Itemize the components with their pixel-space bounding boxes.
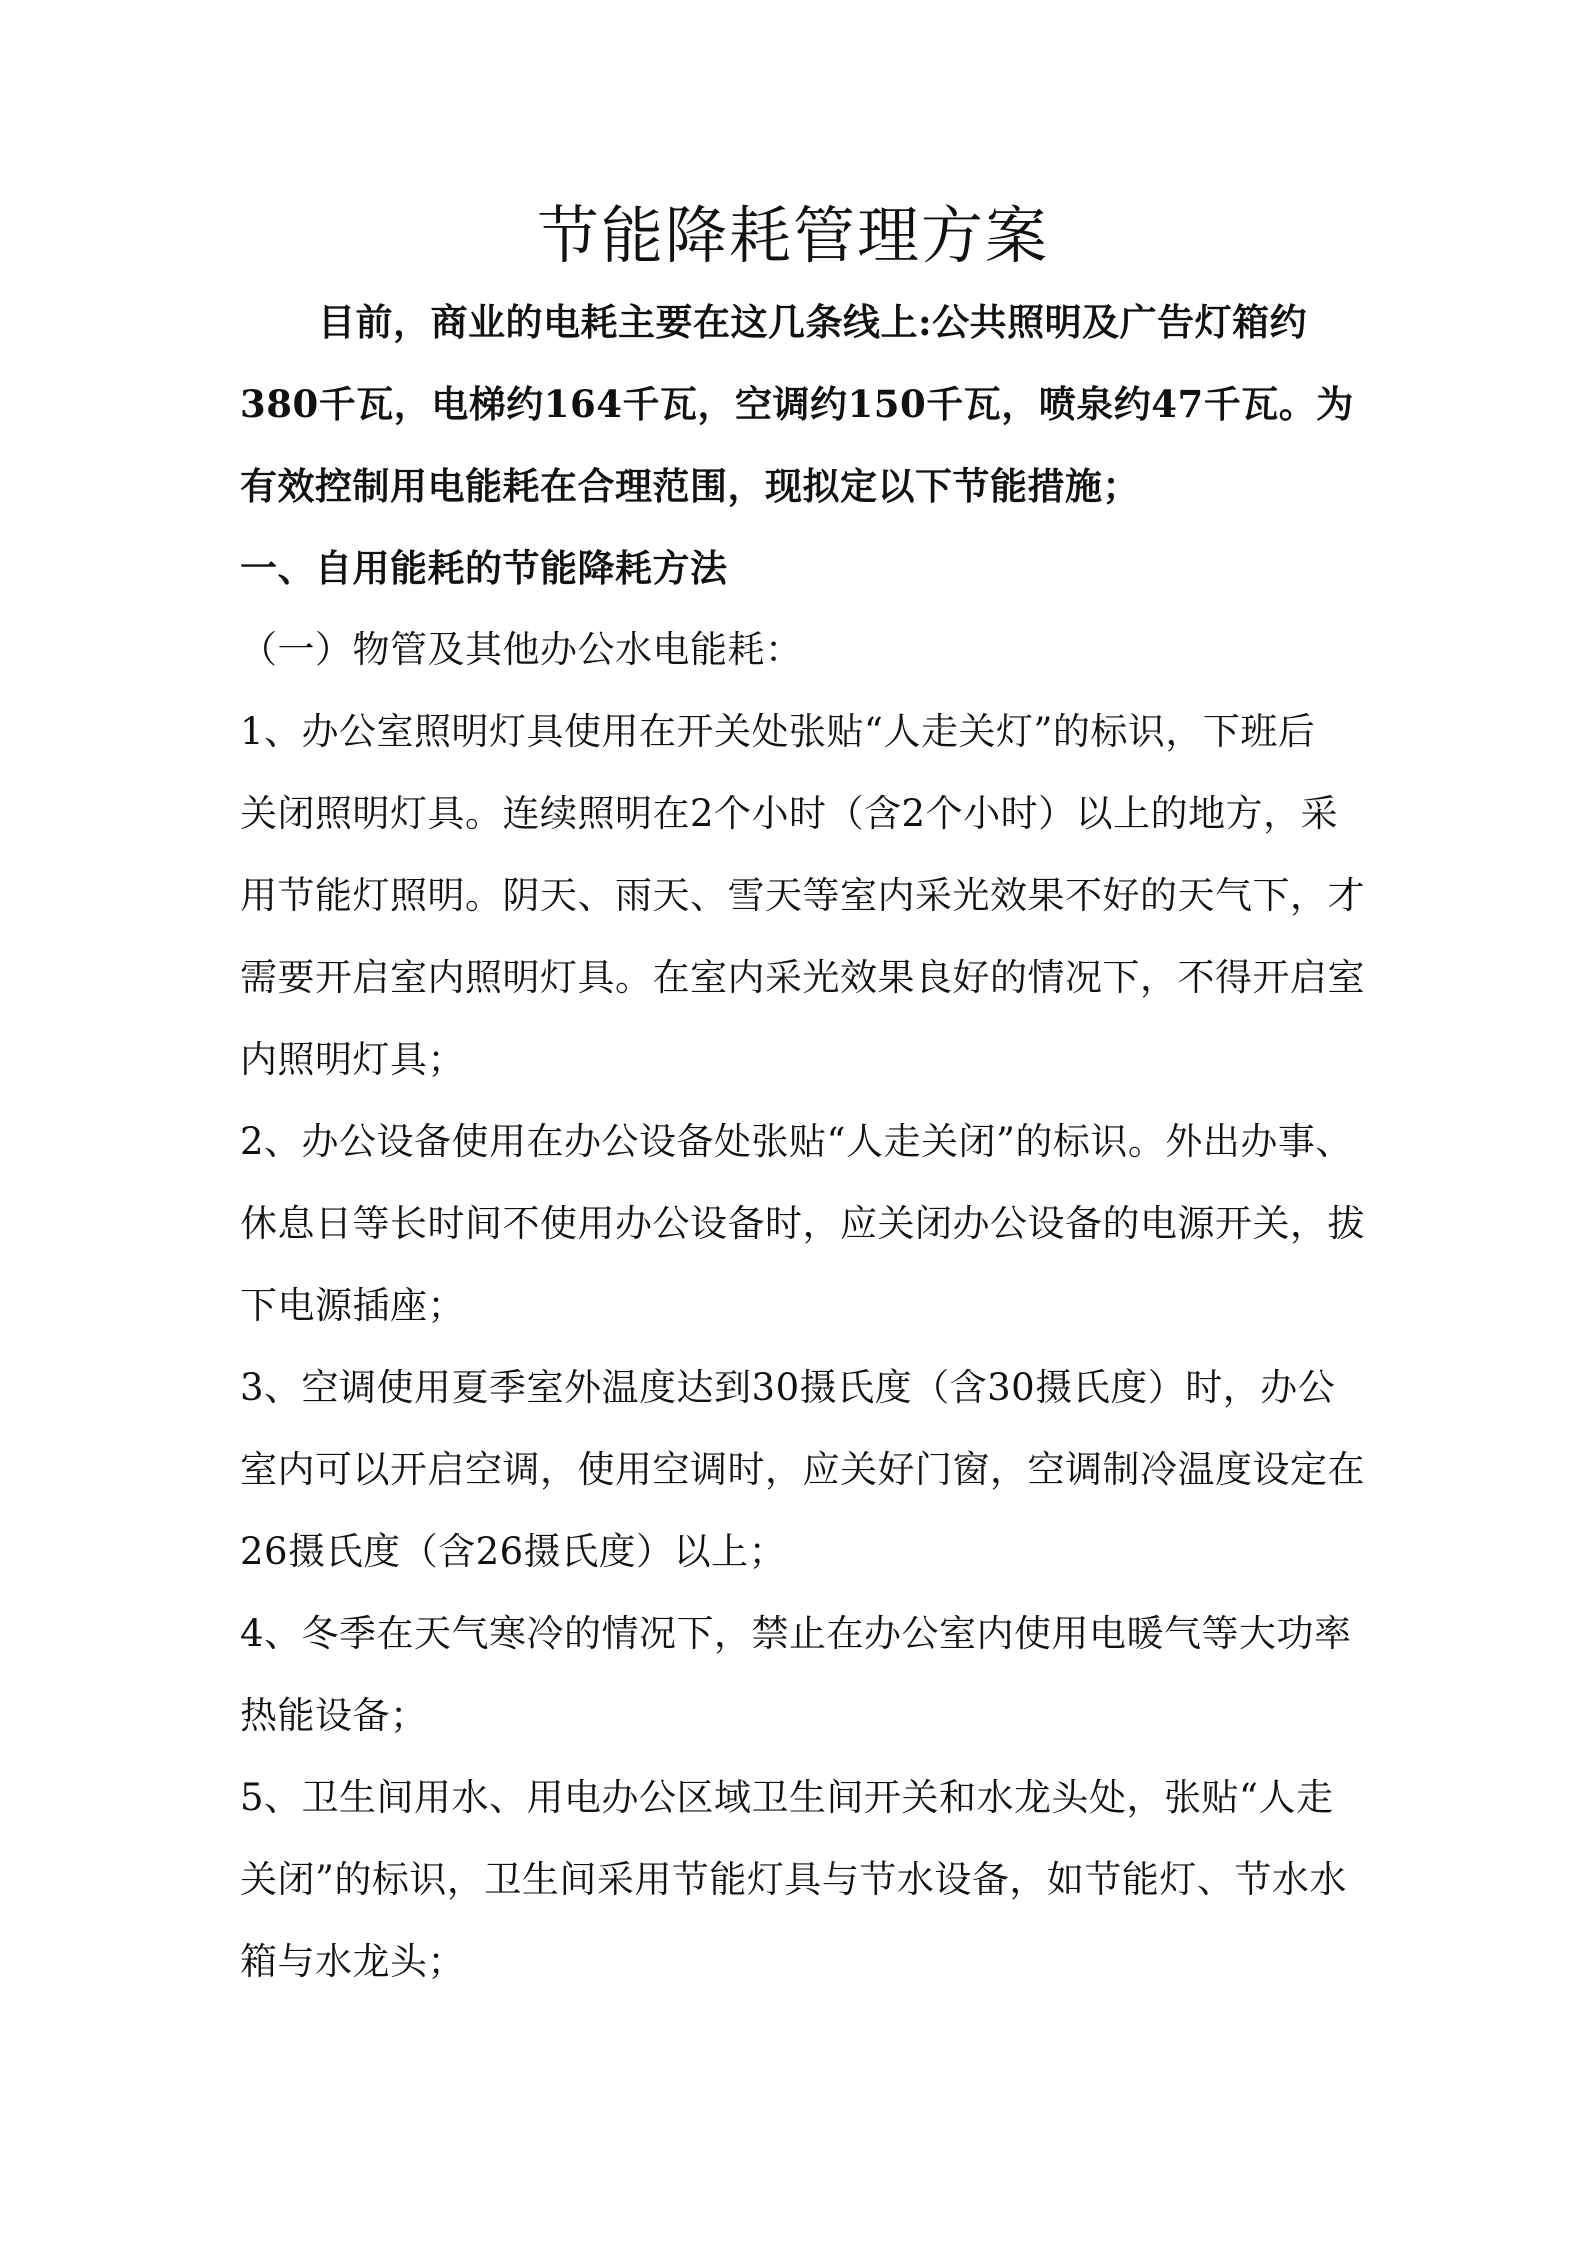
item-3-line-1: 3、空调使用夏季室外温度达到30摄氏度（含30摄氏度）时，办公 <box>240 1366 1336 1409</box>
item-1-line-5: 内照明灯具； <box>240 1038 465 1081</box>
item-1-line-4: 需要开启室内照明灯具。在室内采光效果良好的情况下，不得开启室 <box>240 956 1365 999</box>
item-5-line-2: 关闭”的标识，卫生间采用节能灯具与节水设备，如节能灯、节水水 <box>240 1858 1347 1901</box>
item-5-line-1: 5、卫生间用水、用电办公区域卫生间开关和水龙头处，张贴“人走 <box>240 1776 1334 1819</box>
item-1-line-2: 关闭照明灯具。连续照明在2个小时（含2个小时）以上的地方，采 <box>240 792 1339 835</box>
intro-line-3: 有效控制用电能耗在合理范围，现拟定以下节能措施； <box>240 464 1140 508</box>
item-1-line-1: 1、办公室照明灯具使用在开关处张贴“人走关灯”的标识，下班后 <box>240 710 1316 753</box>
item-2-line-3: 下电源插座； <box>240 1284 465 1327</box>
document-title: 节能降耗管理方案 <box>536 199 1049 272</box>
item-4-line-1: 4、冬季在天气寒冷的情况下，禁止在办公室内使用电暖气等大功率 <box>240 1612 1352 1655</box>
item-5-line-3: 箱与水龙头； <box>240 1940 465 1983</box>
item-2-line-2: 休息日等长时间不使用办公设备时，应关闭办公设备的电源开关，拔 <box>240 1202 1365 1245</box>
section-heading: 一、自用能耗的节能降耗方法 <box>240 546 728 590</box>
item-3-line-2: 室内可以开启空调，使用空调时，应关好门窗，空调制冷温度设定在 <box>240 1448 1365 1491</box>
item-3-line-3: 26摄氏度（含26摄氏度）以上； <box>240 1530 787 1573</box>
intro-line-1: 目前，商业的电耗主要在这几条线上:公共照明及广告灯箱约 <box>318 300 1308 344</box>
item-1-line-3: 用节能灯照明。阴天、雨天、雪天等室内采光效果不好的天气下，才 <box>240 874 1365 917</box>
subsection-heading: （一）物管及其他办公水电能耗： <box>240 628 803 671</box>
item-4-line-2: 热能设备； <box>240 1694 428 1737</box>
intro-line-2: 380千瓦，电梯约164千瓦，空调约150千瓦，喷泉约47千瓦。为 <box>240 382 1354 426</box>
item-2-line-1: 2、办公设备使用在办公设备处张贴“人走关闭”的标识。外出办事、 <box>240 1120 1353 1163</box>
